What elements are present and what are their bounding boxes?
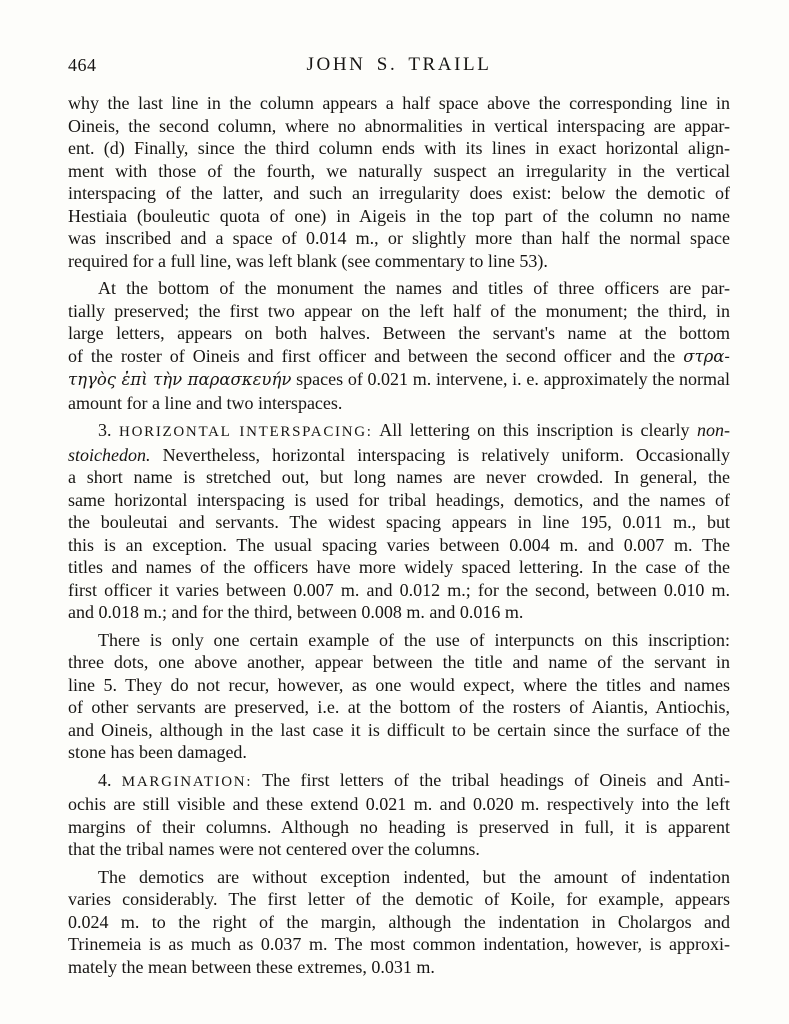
greek-phrase: τηγὸς ἐπὶ τὴν παρασκευήν [68, 370, 292, 389]
paragraph [68, 277, 730, 414]
text-line [68, 696, 730, 719]
text-run: 3. [98, 420, 120, 440]
text-line [68, 227, 730, 250]
text-line [68, 741, 730, 764]
text-run: The demotics are without exception indented, but the amount of indentation [98, 866, 730, 887]
text-run: There is only one certain example of the use of interpuncts on this inscription: [98, 629, 730, 650]
text-line [68, 322, 730, 345]
text-run: line 5. They do not recur, however, as one would expect, where the titles and names [68, 674, 730, 695]
text-line [68, 933, 730, 956]
text-line [68, 137, 730, 160]
text-run: the bouleutai and servants. The widest spacing appears in line 195, 0.011 m., but [68, 512, 730, 532]
text-line [68, 160, 730, 183]
paragraph [68, 769, 730, 861]
text-line [68, 466, 730, 489]
text-run: large letters, appears on both halves. Between the servant's name at the bottom [68, 323, 730, 343]
text-run: ochis are still visible and these extend 0.021 m. and 0.020 m. respectively into the left [68, 794, 730, 814]
page-header [68, 54, 730, 78]
text-run: this is an exception. The usual spacing varies between 0.004 m. and 0.007 m. The [68, 534, 730, 555]
text-run: interspacing of the latter, and such an irregularity does exist: below the demotic of [68, 183, 730, 203]
text-run: required for a full line, was left blank (see commentary to line 53). [68, 250, 548, 271]
text-run: 4. [98, 769, 122, 790]
text-line [68, 674, 730, 697]
text-run: and 0.018 m.; and for the third, between 0.008 m. and 0.016 m. [68, 602, 524, 622]
text-line [68, 419, 730, 444]
text-run: Trinemeia is as much as 0.037 m. The most common indentation, however, is approxi- [68, 934, 730, 954]
text-run: The first letters of the tribal headings of Oineis and Anti- [252, 769, 730, 790]
text-line [68, 205, 730, 228]
text-line [68, 182, 730, 205]
text-line [68, 392, 730, 415]
text-line [68, 601, 730, 624]
text-line [68, 866, 730, 889]
text-run: first officer it varies between 0.007 m. and 0.012 m.; for the second, between 0.010 m. [68, 579, 730, 600]
text-line [68, 838, 730, 861]
text-line [68, 911, 730, 934]
text-run: At the bottom of the monument the names and titles of three officers are par- [98, 278, 730, 298]
text-run: same horizontal interspacing is used for tribal headings, demotics, and the names of [68, 489, 730, 510]
text-line [68, 556, 730, 579]
text-run: varies considerably. The first letter of the demotic of Koile, for example, appears [68, 889, 730, 909]
text-line [68, 816, 730, 839]
text-line [68, 651, 730, 674]
text-run: why the last line in the column appears a half space above the corresponding line in [68, 93, 730, 113]
text-run: was inscribed and a space of 0.014 m., or slightly more than half the normal space [68, 228, 730, 248]
text-line [68, 793, 730, 816]
text-line [68, 444, 730, 467]
text-line [68, 956, 730, 979]
text-run: margins of their columns. Although no heading is preserved in full, it is apparent [68, 816, 730, 837]
text-run: titles and names of the officers have more widely spaced lettering. In the case of the [68, 557, 730, 577]
text-run: 0.024 m. to the right of the margin, although the indentation in Cholargos and [68, 911, 730, 932]
text-run: ment with those of the fourth, we naturally suspect an irregularity in the vertical [68, 160, 730, 181]
text-line [68, 115, 730, 138]
paragraph [68, 866, 730, 979]
greek-phrase: στρα- [683, 346, 730, 366]
italic-term: non- [697, 420, 730, 440]
text-line [68, 250, 730, 273]
text-run: of the roster of Oineis and first officer and between the second officer and the [68, 345, 684, 366]
text-run: stone has been damaged. [68, 742, 247, 762]
text-run: spaces of 0.021 m. intervene, i. e. approximately the normal [291, 369, 730, 389]
text-run: mately the mean between these extremes, 0.031 m. [68, 956, 435, 977]
text-run: Oineis, the second column, where no abnormalities in vertical interspacing are appar- [68, 115, 730, 136]
text-line [68, 489, 730, 512]
paragraph [68, 92, 730, 272]
paragraph [68, 629, 730, 764]
text-run: three dots, one above another, appear between the title and name of the servant in [68, 652, 730, 672]
text-run: Hestiaia (bouleutic quota of one) in Aigeis in the top part of the column no name [68, 205, 730, 226]
text-run: amount for a line and two interspaces. [68, 392, 343, 413]
text-line [68, 368, 730, 392]
paragraph [68, 419, 730, 624]
page-number: 464 [68, 55, 97, 75]
page-body [68, 92, 730, 983]
text-line [68, 534, 730, 557]
text-line [68, 888, 730, 911]
text-run: ent. (d) Finally, since the third column ends with its lines in exact horizontal align- [68, 138, 730, 158]
text-run: All lettering on this inscription is clearly [372, 420, 697, 440]
text-run: tially preserved; the first two appear on the left half of the monument; the third, in [68, 300, 730, 321]
text-line [68, 277, 730, 300]
text-line [68, 92, 730, 115]
text-line [68, 719, 730, 742]
text-line [68, 629, 730, 652]
section-heading: HORIZONTAL INTERSPACING: [119, 424, 373, 440]
text-line [68, 300, 730, 323]
text-line [68, 579, 730, 602]
text-run: that the tribal names were not centered over the columns. [68, 839, 480, 859]
text-line [68, 345, 730, 369]
text-run: and Oineis, although in the last case it is difficult to be certain since the surface of the [68, 719, 730, 740]
section-heading: MARGINATION: [121, 773, 253, 790]
text-line [68, 769, 730, 794]
text-run: of other servants are preserved, i.e. at the bottom of the rosters of Aiantis, Antiochis, [68, 697, 730, 717]
text-line [68, 511, 730, 534]
text-run: Nevertheless, horizontal interspacing is relatively uniform. Occasionally [150, 444, 730, 465]
italic-term: stoichedon. [68, 444, 151, 465]
text-run: a short name is stretched out, but long names are never crowded. In general, the [68, 467, 730, 487]
running-head: JOHN S. TRAILL [306, 54, 492, 75]
